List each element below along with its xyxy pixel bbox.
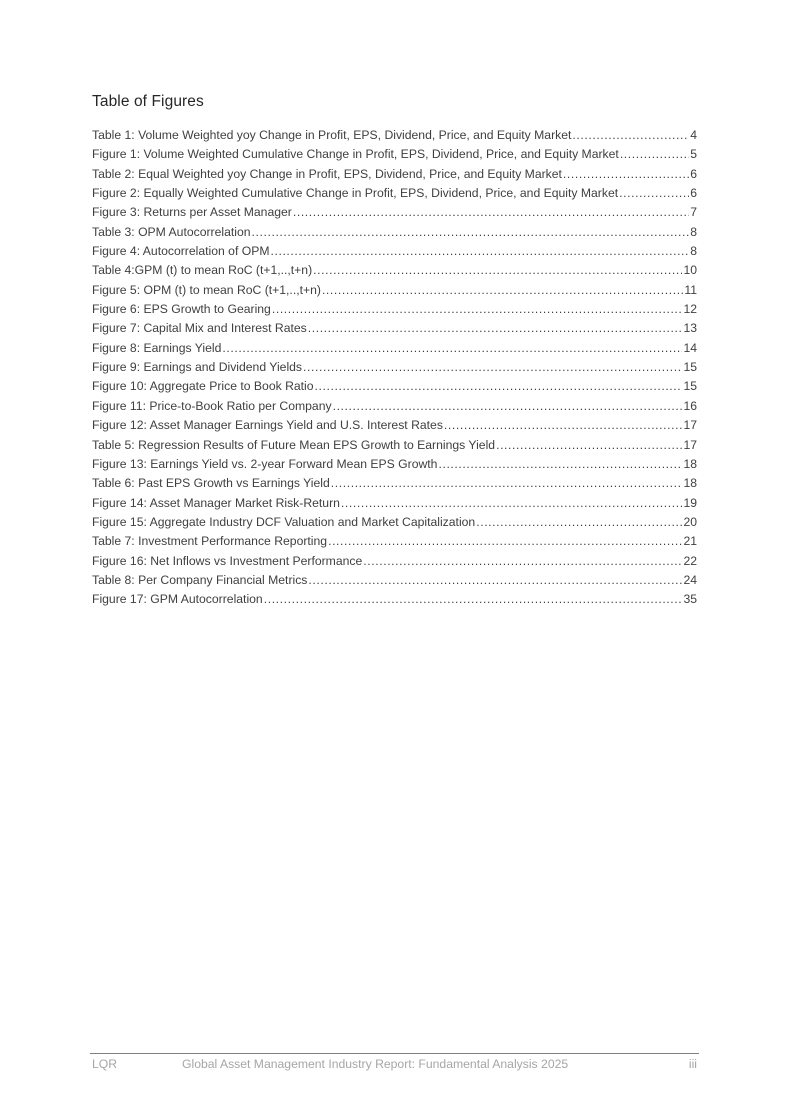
toc-entry-page-number: 12	[683, 302, 697, 317]
toc-dot-leader	[572, 126, 689, 145]
toc-entry-label: Figure 17: GPM Autocorrelation	[92, 592, 263, 607]
footer-divider	[90, 1053, 699, 1054]
toc-entry-page-number: 16	[683, 398, 697, 413]
toc-entry-label: Table 4:GPM (t) to mean RoC (t+1,..,t+n)	[92, 263, 313, 278]
toc-entry-label: Table 3: OPM Autocorrelation	[92, 224, 251, 239]
toc-entry-label: Figure 5: OPM (t) to mean RoC (t+1,..,t+n)	[92, 282, 321, 297]
toc-entry[interactable]	[92, 590, 697, 609]
toc-entry[interactable]	[92, 513, 697, 532]
toc-entry-label: Figure 9: Earnings and Dividend Yields	[92, 360, 303, 375]
footer-report-title: Global Asset Management Industry Report: Fundamental Analysis 2025	[182, 1057, 569, 1071]
toc-entry-page-number: 6	[690, 186, 697, 201]
toc-dot-leader	[264, 590, 683, 609]
toc-entry-page-number: 18	[683, 456, 697, 471]
toc-entry[interactable]	[92, 145, 697, 164]
toc-entry-page-number: 15	[683, 379, 697, 394]
toc-entry[interactable]	[92, 436, 697, 455]
toc-entry[interactable]	[92, 300, 697, 319]
toc-entry-label: Figure 6: EPS Growth to Gearing	[92, 302, 271, 317]
toc-entry[interactable]	[92, 223, 697, 242]
toc-dot-leader	[563, 165, 689, 184]
toc-entry-page-number: 20	[683, 514, 697, 529]
toc-entry-page-number: 8	[690, 244, 697, 259]
toc-entry-page-number: 18	[683, 476, 697, 491]
toc-entry-page-number: 19	[683, 495, 697, 510]
toc-entry-label: Table 5: Regression Results of Future Mean EPS Growth to Earnings Yield	[92, 437, 496, 452]
toc-entry[interactable]	[92, 455, 697, 474]
toc-entry-page-number: 21	[683, 534, 697, 549]
toc-entry[interactable]	[92, 571, 697, 590]
toc-dot-leader	[444, 416, 683, 435]
toc-dot-leader	[476, 513, 682, 532]
toc-entry-label: Table 6: Past EPS Growth vs Earnings Yield	[92, 476, 330, 491]
toc-entry[interactable]	[92, 377, 697, 396]
toc-entry-page-number: 15	[683, 360, 697, 375]
toc-entry-page-number: 17	[683, 418, 697, 433]
toc-entry[interactable]	[92, 474, 697, 493]
toc-entry-page-number: 8	[690, 224, 697, 239]
toc-entry[interactable]	[92, 552, 697, 571]
toc-entry-label: Figure 16: Net Inflows vs Investment Performance	[92, 553, 363, 568]
toc-entry[interactable]	[92, 494, 697, 513]
toc-entry-label: Figure 10: Aggregate Price to Book Ratio	[92, 379, 314, 394]
toc-entry[interactable]	[92, 416, 697, 435]
toc-entry-page-number: 10	[683, 263, 697, 278]
toc-entry-label: Figure 11: Price-to-Book Ratio per Company	[92, 398, 332, 413]
toc-entry-page-number: 35	[683, 592, 697, 607]
toc-entry[interactable]	[92, 184, 697, 203]
toc-dot-leader	[308, 571, 682, 590]
toc-dot-leader	[331, 474, 683, 493]
toc-entry-label: Figure 7: Capital Mix and Interest Rates	[92, 321, 307, 336]
toc-entry-label: Figure 2: Equally Weighted Cumulative Change in Profit, EPS, Dividend, Price, and Equity Market	[92, 186, 619, 201]
toc-entry-page-number: 13	[683, 321, 697, 336]
toc-entry[interactable]	[92, 339, 697, 358]
toc-entry[interactable]	[92, 126, 697, 145]
toc-dot-leader	[496, 436, 682, 455]
toc-entry-label: Table 1: Volume Weighted yoy Change in Profit, EPS, Dividend, Price, and Equity Market	[92, 128, 572, 142]
toc-entry-label: Figure 13: Earnings Yield vs. 2-year Forward Mean EPS Growth	[92, 456, 438, 471]
toc-entry-page-number: 7	[690, 205, 697, 220]
toc-entry-label: Figure 15: Aggregate Industry DCF Valuation and Market Capitalization	[92, 514, 476, 529]
toc-entry-label: Table 7: Investment Performance Reporting	[92, 534, 328, 549]
toc-entry-label: Figure 12: Asset Manager Earnings Yield and U.S. Interest Rates	[92, 418, 443, 433]
toc-dot-leader	[619, 184, 689, 203]
toc-dot-leader	[222, 339, 682, 358]
toc-dot-leader	[270, 242, 689, 261]
toc-dot-leader	[620, 145, 689, 164]
toc-entry-label: Figure 3: Returns per Asset Manager	[92, 205, 292, 220]
toc-entry[interactable]	[92, 319, 697, 338]
toc-entry-label: Table 8: Per Company Financial Metrics	[92, 572, 308, 587]
toc-entry[interactable]	[92, 203, 697, 222]
toc-entry-label: Figure 8: Earnings Yield	[92, 340, 222, 355]
toc-entry-page-number: 5	[690, 147, 697, 162]
toc-entry[interactable]	[92, 397, 697, 416]
footer-page-number: iii	[688, 1057, 697, 1071]
toc-dot-leader	[363, 552, 682, 571]
toc-entry[interactable]	[92, 165, 697, 184]
toc-entry-label: Figure 14: Asset Manager Market Risk-Return	[92, 495, 340, 510]
toc-dot-leader	[303, 358, 682, 377]
toc-dot-leader	[252, 223, 690, 242]
toc-entry-page-number: 4	[690, 128, 697, 142]
toc-entry-page-number: 17	[683, 437, 697, 452]
toc-dot-leader	[322, 281, 683, 300]
toc-entry[interactable]	[92, 358, 697, 377]
toc-entry[interactable]	[92, 242, 697, 261]
toc-dot-leader	[308, 319, 683, 338]
toc-entry-label: Figure 1: Volume Weighted Cumulative Change in Profit, EPS, Dividend, Price, and Equity Market	[92, 147, 619, 162]
footer-author: LQR	[92, 1057, 118, 1071]
page-footer	[92, 1057, 697, 1075]
toc-dot-leader	[313, 261, 682, 280]
toc-dot-leader	[333, 397, 683, 416]
toc-entry[interactable]	[92, 532, 697, 551]
toc-entry-page-number: 6	[690, 166, 697, 181]
toc-entry-page-number: 22	[683, 553, 697, 568]
toc-entry[interactable]	[92, 261, 697, 280]
toc-dot-leader	[438, 455, 682, 474]
page-title: Table of Figures	[92, 93, 204, 110]
toc-dot-leader	[328, 532, 682, 551]
toc-entry[interactable]	[92, 281, 697, 300]
toc-dot-leader	[341, 494, 683, 513]
toc-entry-label: Table 2: Equal Weighted yoy Change in Profit, EPS, Dividend, Price, and Equity Market	[92, 166, 562, 181]
table-of-figures-list	[92, 126, 697, 610]
toc-entry-page-number: 24	[683, 572, 697, 587]
toc-entry-page-number: 11	[684, 282, 697, 297]
toc-dot-leader	[293, 203, 689, 222]
toc-dot-leader	[315, 377, 683, 396]
toc-entry-page-number: 14	[683, 340, 697, 355]
toc-dot-leader	[272, 300, 683, 319]
toc-entry-label: Figure 4: Autocorrelation of OPM	[92, 244, 270, 259]
